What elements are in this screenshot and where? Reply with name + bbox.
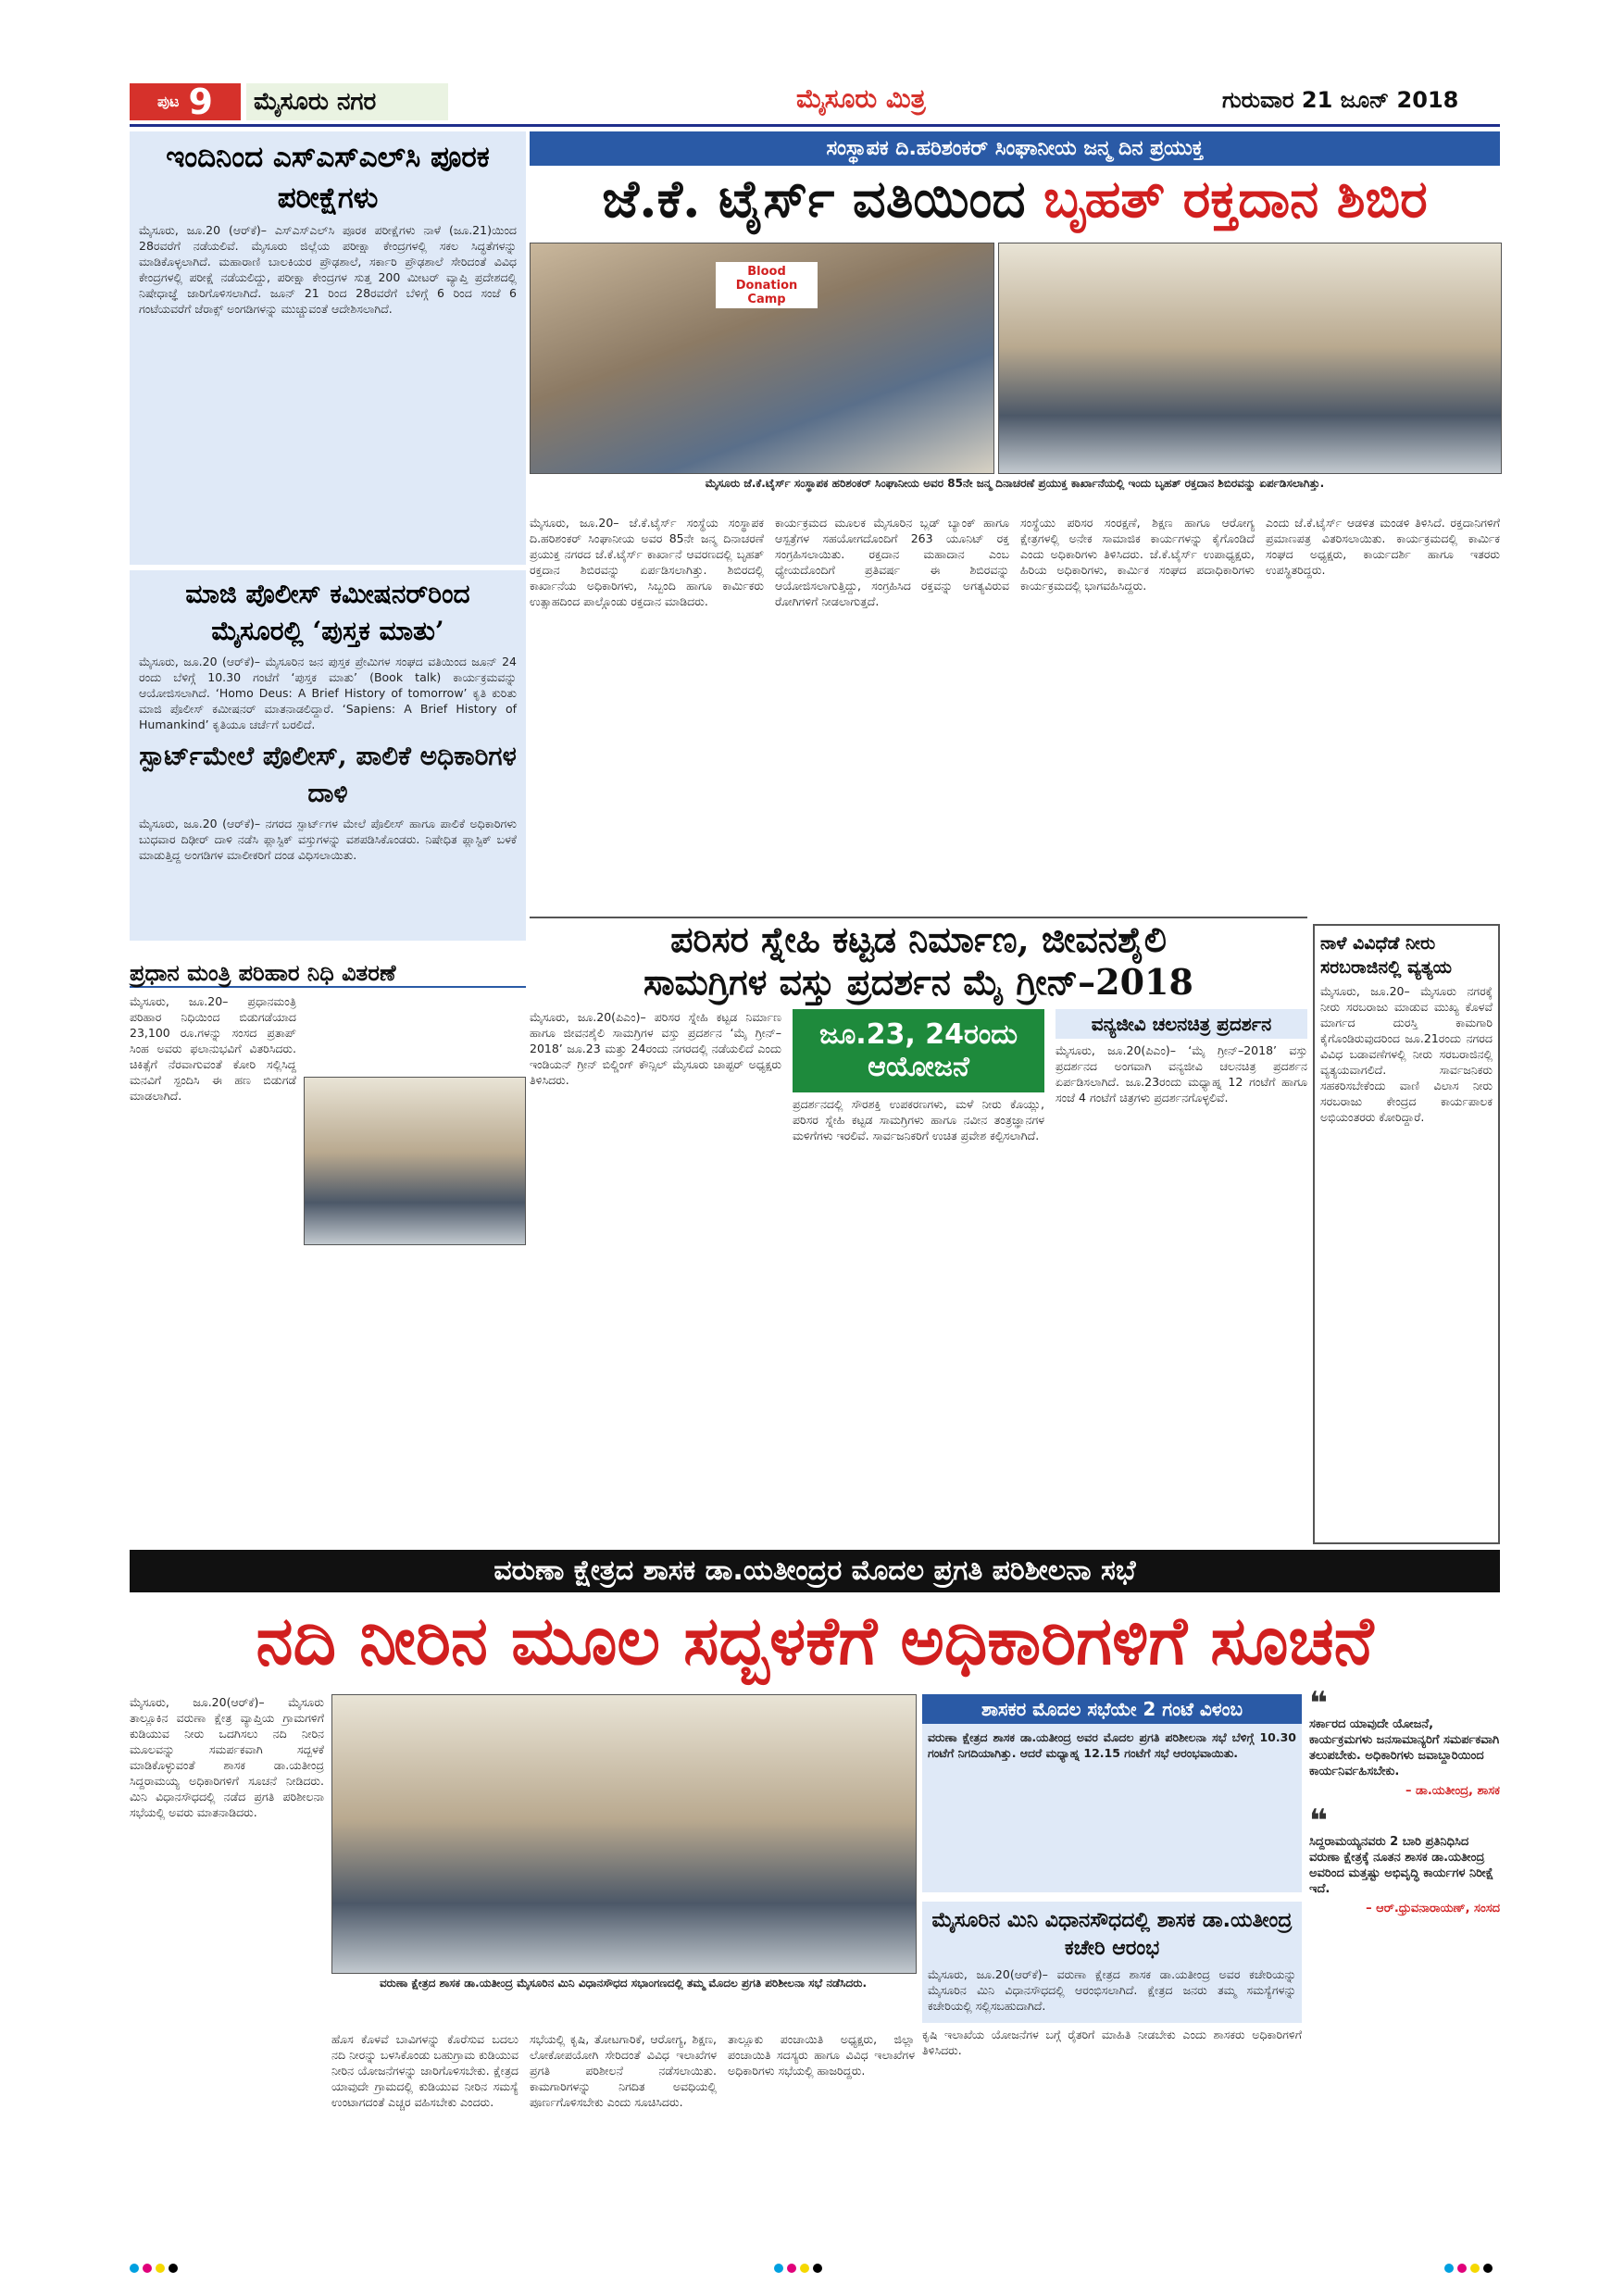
yathindra-lead-text: ಮೈಸೂರು, ಜೂ.20(ಆರ್‌ಕೆ)– ಮೈಸೂರು ತಾಲ್ಲೂಕಿನ ವರುಣಾ ಕ್ಷೇತ್ರ ವ್ಯಾಪ್ತಿಯ ಗ್ರಾಮಗಳಿಗೆ ಕುಡಿಯುವ ನೀರು ಒದಗಿಸಲು ನದಿ ನೀರಿನ ಮೂಲವನ್ನು ಸಮರ್ಪಕವಾಗಿ ಸದ್ಬಳಕೆ ಮಾಡಿಕೊಳ್ಳುವಂತೆ ಶಾಸಕ ಡಾ.ಯತೀಂದ್ರ ಸಿದ್ದರಾಮಯ್ಯ ಅಧಿಕಾರಿಗಳಿಗೆ ಸೂಚನೆ ನೀಡಿದರು. ಮಿನಿ ವಿಧಾನಸೌಧದಲ್ಲಿ ನಡೆದ ಪ್ರಗತಿ ಪರಿಶೀಲನಾ ಸಭೆಯಲ್ಲಿ ಅವರು ಮಾತನಾಡಿದರು. (130, 1695, 324, 1819)
meeting-delay-body: ವರುಣಾ ಕ್ಷೇತ್ರದ ಶಾಸಕ ಡಾ.ಯತೀಂದ್ರ ಅವರ ಮೊದಲ ಪ್ರಗತಿ ಪರಿಶೀಲನಾ ಸಭೆ ಬೆಳಿಗ್ಗೆ 10.30 ಗಂಟೆಗೆ ನಿಗದಿಯಾಗಿತ್ತು. ಆದರೆ ಮಧ್ಯಾಹ್ನ 12.15 ಗಂಟೆಗೆ ಸಭೆ ಆರಂಭವಾಯಿತು. (928, 1730, 1296, 1760)
story-raid-body: ಮೈಸೂರು, ಜೂ.20 (ಆರ್‌ಕೆ)– ನಗರದ ಸ್ಪಾರ್ಟ್‌ಗಳ ಮೇಲೆ ಪೊಲೀಸ್ ಹಾಗೂ ಪಾಲಿಕೆ ಅಧಿಕಾರಿಗಳು ಬುಧವಾರ ದಿಢೀರ್ ದಾಳಿ ನಡೆಸಿ ಪ್ಲಾಸ್ಟಿಕ್ ವಸ್ತುಗಳನ್ನು ವಶಪಡಿಸಿಕೊಂಡರು. ನಿಷೇಧಿತ ಪ್ಲಾಸ್ಟಿಕ್ ಬಳಕೆ ಮಾಡುತ್ತಿದ್ದ ಅಂಗಡಿಗಳ ಮಾಲೀಕರಿಗೆ ದಂಡ ವಿಧಿಸಲಾಯಿತು. (139, 817, 517, 862)
quote-2-author: – ಆರ್.ಧ್ರುವನಾರಾಯಣ್, ಸಂಸದ (1366, 1902, 1500, 1915)
blood-camp-body (530, 511, 1500, 900)
blood-camp-banner: ಸಂಸ್ಥಾಪಕ ದಿ.ಹರಿಶಂಕರ್ ಸಿಂಘಾನೀಯ ಜನ್ಮ ದಿನ ಪ್ರಯುಕ್ತ (530, 131, 1500, 166)
story-sslc-title: ಇಂದಿನಿಂದ ಎಸ್‌ಎಸ್‌ಎಲ್‌ಸಿ ಪೂರಕ ಪರೀಕ್ಷೆಗಳು (166, 141, 490, 215)
my-green-body (530, 1009, 1307, 1546)
yathindra-tail-text: ಕೃಷಿ ಇಲಾಖೆಯ ಯೋಜನೆಗಳ ಬಗ್ಗೆ ರೈತರಿಗೆ ಮಾಹಿತಿ ನೀಡಬೇಕು ಎಂದು ಶಾಸಕರು ಅಧಿಕಾರಿಗಳಿಗೆ ತಿಳಿಸಿದರು. (922, 2028, 1302, 2057)
story-book-talk-body: ಮೈಸೂರು, ಜೂ.20 (ಆರ್‌ಕೆ)– ಮೈಸೂರಿನ ಜನ ಪುಸ್ತಕ ಪ್ರೇಮಿಗಳ ಸಂಘದ ವತಿಯಿಂದ ಜೂನ್ 24 ರಂದು ಬೆಳಿಗ್ಗೆ 10.30 ಗಂಟೆಗೆ ‘ಪುಸ್ತಕ ಮಾತು’ (Book talk) ಕಾರ್ಯಕ್ರಮವನ್ನು ಆಯೋಜಿಸಲಾಗಿದೆ. ‘Homo Deus: A Brief History of tomorrow’ ಕೃತಿ ಕುರಿತು ಮಾಜಿ ಪೊಲೀಸ್ ಕಮೀಷನರ್ ಮಾತನಾಡಲಿದ್ದಾರೆ. ‘Sapiens: A Brief History of Humankind’ ಕೃತಿಯೂ ಚರ್ಚೆಗೆ ಬರಲಿದೆ. (139, 655, 517, 731)
left-column (130, 131, 526, 1357)
story-book-talk-title: ಮಾಜಿ ಪೊಲೀಸ್ ಕಮೀಷನರ್‌ರಿಂದ ಮೈಸೂರಲ್ಲಿ ‘ಪುಸ್ತಕ ಮಾತು’ (185, 579, 470, 646)
yathindra-lead (130, 1694, 324, 2194)
story-sslc (130, 131, 526, 565)
blood-camp-col-4: ಎಂದು ಜೆ.ಕೆ.ಟೈರ್ಸ್ ಆಡಳಿತ ಮಂಡಳಿ ತಿಳಿಸಿದೆ. ರಕ್ತದಾನಿಗಳಿಗೆ ಪ್ರಮಾಣಪತ್ರ ವಿತರಿಸಲಾಯಿತು. ಕಾರ್ಯಕ್ರಮದಲ್ಲಿ ಕಾರ್ಮಿಕ ಸಂಘದ ಅಧ್ಯಕ್ಷರು, ಕಾರ್ಯದರ್ಶಿ ಹಾಗೂ ಇತರರು ಉಪಸ್ಥಿತರಿದ್ದರು. (1266, 516, 1500, 577)
meeting-delay-box (922, 1724, 1302, 1892)
yathindra-col-c: ತಾಲ್ಲೂಕು ಪಂಚಾಯಿತಿ ಅಧ್ಯಕ್ಷರು, ಜಿಲ್ಲಾ ಪಂಚಾಯಿತಿ ಸದಸ್ಯರು ಹಾಗೂ ವಿವಿಧ ಇಲಾಖೆಗಳ ಅಧಿಕಾರಿಗಳು ಸಭೆಯಲ್ಲಿ ಹಾಜರಿದ್ದರು. (728, 2032, 915, 2078)
yathindra-photo-caption: ವರುಣಾ ಕ್ಷೇತ್ರದ ಶಾಸಕ ಡಾ.ಯತೀಂದ್ರ ಮೈಸೂರಿನ ಮಿನಿ ವಿಧಾನಸೌಧದ ಸಭಾಂಗಣದಲ್ಲಿ ತಮ್ಮ ಮೊದಲ ಪ್ರಗತಿ ಪರಿಶೀಲನಾ ಸಭೆ ನಡೆಸಿದರು. (379, 1977, 868, 1990)
office-opening-body: ಮೈಸೂರು, ಜೂ.20(ಆರ್‌ಕೆ)– ವರುಣಾ ಕ್ಷೇತ್ರದ ಶಾಸಕ ಡಾ.ಯತೀಂದ್ರ ಅವರ ಕಚೇರಿಯನ್ನು ಮೈಸೂರಿನ ಮಿನಿ ವಿಧಾನಸೌಧದಲ್ಲಿ ಆರಂಭಿಸಲಾಗಿದೆ. ಕ್ಷೇತ್ರದ ಜನರು ತಮ್ಮ ಸಮಸ್ಯೆಗಳನ್ನು ಕಚೇರಿಯಲ್ಲಿ ಸಲ್ಲಿಸಬಹುದಾಗಿದೆ. (928, 1967, 1296, 2013)
my-green-date-box (793, 1009, 1044, 1092)
section-name: ಮೈಸೂರು ನಗರ (246, 83, 448, 120)
newspaper-brand: ಮೈಸೂರು ಮಿತ್ರ (796, 83, 926, 114)
blood-camp-headline (530, 167, 1500, 231)
blood-camp-photo-1 (530, 243, 994, 474)
yathindra-body (331, 2028, 915, 2268)
page-label: ಪುಟ (157, 93, 180, 110)
yathindra-col-a: ಹೊಸ ಕೊಳವೆ ಬಾವಿಗಳನ್ನು ಕೊರೆಸುವ ಬದಲು ನದಿ ನೀರನ್ನು ಬಳಸಿಕೊಂಡು ಬಹುಗ್ರಾಮ ಕುಡಿಯುವ ನೀರಿನ ಯೋಜನೆಗಳನ್ನು ಜಾರಿಗೊಳಿಸಬೇಕು. ಕ್ಷೇತ್ರದ ಯಾವುದೇ ಗ್ರಾಮದಲ್ಲಿ ಕುಡಿಯುವ ನೀರಿನ ಸಮಸ್ಯೆ ಉಂಟಾಗದಂತೆ ಎಚ್ಚರ ವಹಿಸಬೇಕು ಎಂದರು. (331, 2032, 518, 2109)
my-green-headline-2: ಸಾಮಗ್ರಿಗಳ ವಸ್ತು ಪ್ರದರ್ಶನ ಮೈ ಗ್ರೀನ್–2018 (643, 961, 1193, 1003)
masthead-rule (130, 124, 1500, 127)
my-green-date-note: ಆಯೋಜನೆ (868, 1051, 969, 1083)
headline-red: ಬೃಹತ್ ರಕ್ತದಾನ ಶಿಬಿರ (1043, 168, 1428, 230)
quote-mark-icon: ❝ (1309, 1803, 1328, 1840)
dateline: ಗುರುವಾರ 21 ಜೂನ್ 2018 (1222, 87, 1459, 113)
quote-1-author: – ಡಾ.ಯತೀಂದ್ರ, ಶಾಸಕ (1405, 1784, 1500, 1798)
registration-dots-left (130, 2259, 181, 2277)
yathindra-meeting-photo (331, 1694, 917, 1974)
wildlife-film-title: ವನ್ಯಜೀವಿ ಚಲನಚಿತ್ರ ಪ್ರದರ್ಶನ (1056, 1009, 1307, 1039)
story-sslc-body: ಮೈಸೂರು, ಜೂ.20 (ಆರ್‌ಕೆ)– ಎಸ್‌ಎಸ್‌ಎಲ್‌ಸಿ ಪೂರಕ ಪರೀಕ್ಷೆಗಳು ನಾಳೆ (ಜೂ.21)ಯಿಂದ 28ರವರೆಗೆ ನಡೆಯಲಿವೆ. ಮೈಸೂರು ಜಿಲ್ಲೆಯ ಪರೀಕ್ಷಾ ಕೇಂದ್ರಗಳಲ್ಲಿ ಸಕಲ ಸಿದ್ಧತೆಗಳನ್ನು ಮಾಡಿಕೊಳ್ಳಲಾಗಿದೆ. ಮಹಾರಾಣಿ ಬಾಲಕಿಯರ ಪ್ರೌಢಶಾಲೆ, ಸರ್ಕಾರಿ ಪ್ರೌಢಶಾಲೆ ಸೇರಿದಂತೆ ವಿವಿಧ ಕೇಂದ್ರಗಳಲ್ಲಿ ಪರೀಕ್ಷೆ ನಡೆಯಲಿದ್ದು, ಪರೀಕ್ಷಾ ಕೇಂದ್ರಗಳ ಸುತ್ತ 200 ಮೀಟರ್ ವ್ಯಾಪ್ತಿ ಪ್ರದೇಶದಲ್ಲಿ ನಿಷೇಧಾಜ್ಞೆ ಜಾರಿಗೊಳಿಸಲಾಗಿದೆ. ಜೂನ್ 21 ರಿಂದ 28ರವರೆಗೆ ಬೆಳಿಗ್ಗೆ 6 ರಿಂದ ಸಂಜೆ 6 ಗಂಟೆಯವರೆಗೆ ಜೆರಾಕ್ಸ್ ಅಂಗಡಿಗಳನ್ನು ಮುಚ್ಚುವಂತೆ ಆದೇಶಿಸಲಾಗಿದೆ. (139, 223, 517, 316)
yathindra-boxes (922, 1694, 1302, 2062)
registration-dots-center (774, 2259, 826, 2277)
blood-camp-photo-2 (998, 243, 1502, 474)
story-raid-title: ಸ್ಪಾರ್ಟ್‌ಮೇಲೆ ಪೊಲೀಸ್, ಪಾಲಿಕೆ ಅಧಿಕಾರಿಗಳ ದಾಳಿ (139, 741, 517, 808)
water-supply-title: ನಾಳೆ ವಿವಿಧೆಡೆ ನೀರು ಸರಬರಾಜಿನಲ್ಲಿ ವ್ಯತ್ಯಯ (1320, 933, 1452, 978)
story-pm-fund-body: ಮೈಸೂರು, ಜೂ.20– ಪ್ರಧಾನಮಂತ್ರಿ ಪರಿಹಾರ ನಿಧಿಯಿಂದ ಬಿಡುಗಡೆಯಾದ 23,100 ರೂ.ಗಳನ್ನು ಸಂಸದ ಪ್ರತಾಪ್ ಸಿಂಹ ಅವರು ಫಲಾನುಭವಿಗೆ ವಿತರಿಸಿದರು. ಚಿಕಿತ್ಸೆಗೆ ನೆರವಾಗುವಂತೆ ಕೋರಿ ಸಲ್ಲಿಸಿದ್ದ ಮನವಿಗೆ ಸ್ಪಂದಿಸಿ ಈ ಹಣ ಬಿಡುಗಡೆ ಮಾಡಲಾಗಿದೆ. (130, 994, 296, 1103)
page-number: 9 (188, 81, 213, 122)
quote-1-text: ಸರ್ಕಾರದ ಯಾವುದೇ ಯೋಜನೆ, ಕಾರ್ಯಕ್ರಮಗಳು ಜನಸಾಮಾನ್ಯರಿಗೆ ಸಮರ್ಪಕವಾಗಿ ತಲುಪಬೇಕು. ಅಧಿಕಾರಿಗಳು ಜವಾಬ್ದಾರಿಯಿಂದ ಕಾರ್ಯನಿರ್ವಹಿಸಬೇಕು. (1309, 1717, 1500, 1778)
my-green-col-3: ಮೈಸೂರು, ಜೂ.20(ಪಿಎಂ)– ‘ಮೈ ಗ್ರೀನ್–2018’ ವಸ್ತು ಪ್ರದರ್ಶನದ ಅಂಗವಾಗಿ ವನ್ಯಜೀವಿ ಚಲನಚಿತ್ರ ಪ್ರದರ್ಶನ ಏರ್ಪಡಿಸಲಾಗಿದೆ. ಜೂ.23ರಂದು ಮಧ್ಯಾಹ್ನ 12 ಗಂಟೆಗೆ ಹಾಗೂ ಸಂಜೆ 4 ಗಂಟೆಗೆ ಚಿತ್ರಗಳು ಪ್ರದರ್ಶನಗೊಳ್ಳಲಿವೆ. (1056, 1043, 1307, 1104)
my-green-col-1: ಮೈಸೂರು, ಜೂ.20(ಪಿಎಂ)– ಪರಿಸರ ಸ್ನೇಹಿ ಕಟ್ಟಡ ನಿರ್ಮಾಣ ಹಾಗೂ ಜೀವನಶೈಲಿ ಸಾಮಗ್ರಿಗಳ ವಸ್ತು ಪ್ರದರ್ಶನ ‘ಮೈ ಗ್ರೀನ್–2018’ ಜೂ.23 ಮತ್ತು 24ರಂದು ನಗರದಲ್ಲಿ ನಡೆಯಲಿದೆ ಎಂದು ಇಂಡಿಯನ್ ಗ್ರೀನ್ ಬಿಲ್ಡಿಂಗ್ ಕೌನ್ಸಿಲ್ ಮೈಸೂರು ಚಾಪ್ಟರ್ ಅಧ್ಯಕ್ಷರು ತಿಳಿಸಿದರು. (530, 1010, 781, 1087)
water-supply-body: ಮೈಸೂರು, ಜೂ.20– ಮೈಸೂರು ನಗರಕ್ಕೆ ನೀರು ಸರಬರಾಜು ಮಾಡುವ ಮುಖ್ಯ ಕೊಳವೆ ಮಾರ್ಗದ ದುರಸ್ತಿ ಕಾಮಗಾರಿ ಕೈಗೊಂಡಿರುವುದರಿಂದ ಜೂ.21ರಂದು ನಗರದ ವಿವಿಧ ಬಡಾವಣೆಗಳಲ್ಲಿ ನೀರು ಸರಬರಾಜಿನಲ್ಲಿ ವ್ಯತ್ಯಯವಾಗಲಿದೆ. ಸಾರ್ವಜನಿಕರು ಸಹಕರಿಸಬೇಕೆಂದು ವಾಣಿ ವಿಲಾಸ ನೀರು ಸರಬರಾಜು ಕೇಂದ್ರದ ಕಾರ್ಯಪಾಲಕ ಅಭಿಯಂತರರು ಕೋರಿದ್ದಾರೆ. (1320, 984, 1493, 1124)
pm-fund-photo (304, 1077, 526, 1245)
blood-camp-col-2: ಕಾರ್ಯಕ್ರಮದ ಮೂಲಕ ಮೈಸೂರಿನ ಬ್ಲಡ್ ಬ್ಯಾಂಕ್ ಹಾಗೂ ಆಸ್ಪತ್ರೆಗಳ ಸಹಯೋಗದೊಂದಿಗೆ 263 ಯೂನಿಟ್ ರಕ್ತ ಸಂಗ್ರಹಿಸಲಾಯಿತು. ರಕ್ತದಾನ ಮಹಾದಾನ ಎಂಬ ಧ್ಯೇಯದೊಂದಿಗೆ ಪ್ರತಿವರ್ಷ ಈ ಶಿಬಿರವನ್ನು ಆಯೋಜಿಸಲಾಗುತ್ತಿದ್ದು, ಸಂಗ್ರಹಿಸಿದ ರಕ್ತವನ್ನು ಅಗತ್ಯವಿರುವ ರೋಗಿಗಳಿಗೆ ನೀಡಲಾಗುತ್ತದೆ. (775, 516, 1009, 608)
blood-camp-caption: ಮೈಸೂರು ಜೆ.ಕೆ.ಟೈರ್ಸ್ ಸಂಸ್ಥಾಪಕ ಹರಿಶಂಕರ್ ಸಿಂಘಾನೀಯ ಅವರ 85ನೇ ಜನ್ಮ ದಿನಾಚರಣೆ ಪ್ರಯುಕ್ತ ಕಾರ್ಖಾನೆಯಲ್ಲಿ ಇಂದು ಬೃಹತ್ ರಕ್ತದಾನ ಶಿಬಿರವನ್ನು ಏರ್ಪಡಿಸಲಾಗಿತ್ತು. (705, 477, 1325, 490)
blood-camp-col-1: ಮೈಸೂರು, ಜೂ.20– ಜೆ.ಕೆ.ಟೈರ್ಸ್ ಸಂಸ್ಥೆಯ ಸಂಸ್ಥಾಪಕ ದಿ.ಹರಿಶಂಕರ್ ಸಿಂಘಾನೀಯ ಅವರ 85ನೇ ಜನ್ಮ ದಿನಾಚರಣೆ ಪ್ರಯುಕ್ತ ನಗರದ ಜೆ.ಕೆ.ಟೈರ್ಸ್ ಕಾರ್ಖಾನೆ ಆವರಣದಲ್ಲಿ ಬೃಹತ್ ರಕ್ತದಾನ ಶಿಬಿರವನ್ನು ಏರ್ಪಡಿಸಲಾಗಿತ್ತು. ಶಿಬಿರದಲ್ಲಿ ಕಾರ್ಖಾನೆಯ ಅಧಿಕಾರಿಗಳು, ಸಿಬ್ಬಂದಿ ಹಾಗೂ ಕಾರ್ಮಿಕರು ಉತ್ಸಾಹದಿಂದ ಪಾಲ್ಗೊಂಡು ರಕ್ತದಾನ ಮಾಡಿದರು. (530, 516, 764, 608)
quotes-column (1309, 1685, 1500, 1916)
office-opening-box (922, 1902, 1302, 2023)
blood-donation-sign: Blood Donation Camp (716, 262, 818, 308)
blood-camp-col-3: ಸಂಸ್ಥೆಯು ಪರಿಸರ ಸಂರಕ್ಷಣೆ, ಶಿಕ್ಷಣ ಹಾಗೂ ಆರೋಗ್ಯ ಕ್ಷೇತ್ರಗಳಲ್ಲಿ ಅನೇಕ ಸಾಮಾಜಿಕ ಕಾರ್ಯಗಳನ್ನು ಕೈಗೊಂಡಿದೆ ಎಂದು ಅಧಿಕಾರಿಗಳು ತಿಳಿಸಿದರು. ಜೆ.ಕೆ.ಟೈರ್ಸ್ ಉಪಾಧ್ಯಕ್ಷರು, ಹಿರಿಯ ಅಧಿಕಾರಿಗಳು, ಕಾರ್ಮಿಕ ಸಂಘದ ಪದಾಧಿಕಾರಿಗಳು ಕಾರ್ಯಕ್ರಮದಲ್ಲಿ ಭಾಗವಹಿಸಿದ್ದರು. (1020, 516, 1255, 593)
page-number-badge (130, 83, 241, 120)
story-pm-fund (130, 959, 526, 1357)
quote-mark-icon: ❝ (1309, 1685, 1328, 1722)
office-opening-title: ಮೈಸೂರಿನ ಮಿನಿ ವಿಧಾನಸೌಧದಲ್ಲಿ ಶಾಸಕ ಡಾ.ಯತೀಂದ್ರ ಕಚೇರಿ ಆರಂಭ (931, 1909, 1293, 1960)
yathindra-headline: ನದಿ ನೀರಿನ ಮೂಲ ಸದ್ಬಳಕೆಗೆ ಅಧಿಕಾರಿಗಳಿಗೆ ಸೂಚನೆ (256, 1601, 1374, 1679)
meeting-delay-title: ಶಾಸಕರ ಮೊದಲ ಸಭೆಯೇ 2 ಗಂಟೆ ವಿಳಂಬ (922, 1694, 1302, 1724)
water-supply-box (1313, 924, 1500, 1544)
yathindra-banner: ವರುಣಾ ಕ್ಷೇತ್ರದ ಶಾಸಕ ಡಾ.ಯತೀಂದ್ರರ ಮೊದಲ ಪ್ರಗತಿ ಪರಿಶೀಲನಾ ಸಭೆ (130, 1550, 1500, 1592)
my-green-col-2: ಪ್ರದರ್ಶನದಲ್ಲಿ ಸೌರಶಕ್ತಿ ಉಪಕರಣಗಳು, ಮಳೆ ನೀರು ಕೊಯ್ಲು, ಪರಿಸರ ಸ್ನೇಹಿ ಕಟ್ಟಡ ಸಾಮಗ್ರಿಗಳು ಹಾಗೂ ನವೀನ ತಂತ್ರಜ್ಞಾನಗಳ ಮಳಿಗೆಗಳು ಇರಲಿವೆ. ಸಾರ್ವಜನಿಕರಿಗೆ ಉಚಿತ ಪ್ರವೇಶ ಕಲ್ಪಿಸಲಾಗಿದೆ. (793, 1097, 1044, 1142)
my-green-headline-1: ಪರಿಸರ ಸ್ನೇಹಿ ಕಟ್ಟಡ ನಿರ್ಮಾಣ, ಜೀವನಶೈಲಿ (670, 918, 1167, 960)
my-green-date: ಜೂ.23, 24ರಂದು (818, 1018, 1018, 1051)
registration-dots-right (1444, 2259, 1496, 2277)
story-book-talk (130, 570, 526, 941)
quote-2-text: ಸಿದ್ದರಾಮಯ್ಯನವರು 2 ಬಾರಿ ಪ್ರತಿನಿಧಿಸಿದ ವರುಣಾ ಕ್ಷೇತ್ರಕ್ಕೆ ನೂತನ ಶಾಸಕ ಡಾ.ಯತೀಂದ್ರ ಅವರಿಂದ ಮತ್ತಷ್ಟು ಅಭಿವೃದ್ಧಿ ಕಾರ್ಯಗಳ ನಿರೀಕ್ಷೆ ಇದೆ. (1309, 1835, 1494, 1896)
yathindra-col-b: ಸಭೆಯಲ್ಲಿ ಕೃಷಿ, ತೋಟಗಾರಿಕೆ, ಆರೋಗ್ಯ, ಶಿಕ್ಷಣ, ಲೋಕೋಪಯೋಗಿ ಸೇರಿದಂತೆ ವಿವಿಧ ಇಲಾಖೆಗಳ ಪ್ರಗತಿ ಪರಿಶೀಲನೆ ನಡೆಸಲಾಯಿತು. ಕಾಮಗಾರಿಗಳನ್ನು ನಿಗದಿತ ಅವಧಿಯಲ್ಲಿ ಪೂರ್ಣಗೊಳಿಸಬೇಕು ಎಂದು ಸೂಚಿಸಿದರು. (530, 2032, 717, 2109)
story-pm-fund-title: ಪ್ರಧಾನ ಮಂತ್ರಿ ಪರಿಹಾರ ನಿಧಿ ವಿತರಣೆ (130, 959, 526, 988)
headline-black: ಜೆ.ಕೆ. ಟೈರ್ಸ್ ವತಿಯಿಂದ (602, 168, 1026, 230)
my-green-headline (530, 917, 1307, 1004)
